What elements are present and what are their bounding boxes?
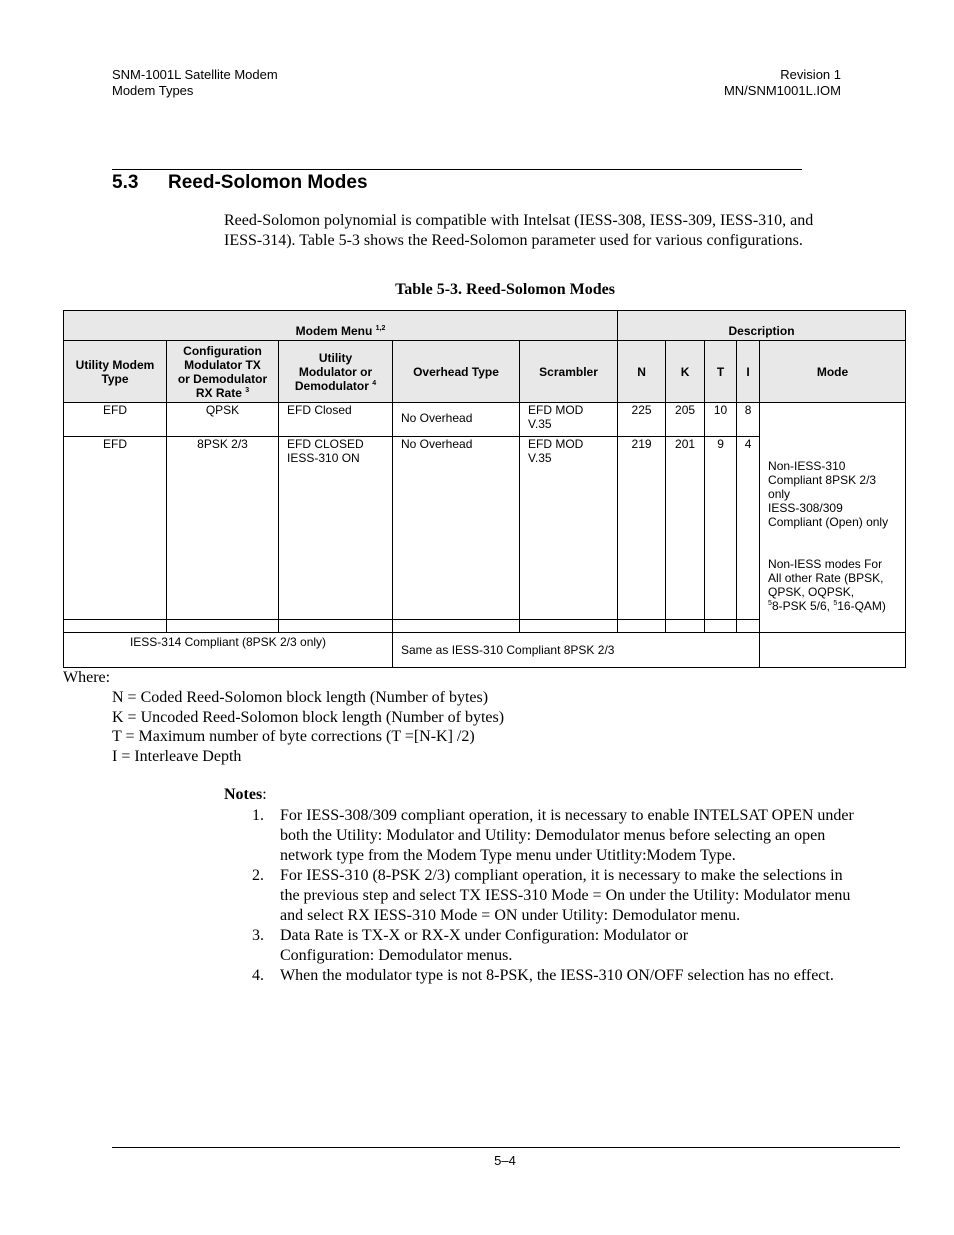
notes-heading-colon: : bbox=[262, 786, 267, 803]
definition-item: T = Maximum number of byte corrections (T =[N-K] /2) bbox=[112, 728, 475, 745]
mode-line: Non-IESS-310 bbox=[768, 459, 846, 473]
empty-cell bbox=[520, 620, 618, 633]
cell-iess314-value: Same as IESS-310 Compliant 8PSK 2/3 bbox=[393, 633, 760, 668]
cell-line: EFD MOD bbox=[528, 437, 584, 451]
header-text: Demodulator bbox=[294, 378, 369, 393]
empty-cell bbox=[705, 620, 737, 633]
cell-line: EFD MOD bbox=[528, 403, 584, 417]
cell-rate: QPSK bbox=[167, 403, 279, 437]
cell-t: 9 bbox=[705, 437, 737, 620]
section-title: Reed-Solomon Modes bbox=[168, 172, 368, 193]
header-line: Modulator TX bbox=[184, 357, 261, 372]
mode-line bbox=[768, 599, 905, 613]
cell-line: V.35 bbox=[528, 417, 552, 431]
col-header-overhead-type: Overhead Type bbox=[393, 341, 520, 403]
note-line: and select RX IESS-310 Mode = ON under Utility: Demodulator menu. bbox=[280, 907, 741, 924]
empty-cell bbox=[393, 620, 520, 633]
definition-item: I = Interleave Depth bbox=[112, 747, 242, 765]
cell-mode bbox=[760, 403, 906, 633]
mode-text: 8-PSK 5/6, bbox=[771, 599, 834, 613]
cell-n: 219 bbox=[618, 437, 666, 620]
page-number: 5–4 bbox=[494, 1153, 516, 1168]
where-label: Where: bbox=[63, 669, 111, 686]
mode-line: All other Rate (BPSK, bbox=[768, 571, 884, 585]
cell-line: IESS-310 ON bbox=[287, 451, 360, 465]
section-rule bbox=[112, 169, 802, 170]
empty-cell bbox=[760, 633, 906, 668]
table-row-iess314 bbox=[64, 633, 906, 668]
revision: Revision 1 bbox=[780, 67, 841, 82]
note-text bbox=[280, 926, 688, 966]
note-line: the previous step and select TX IESS-310 Mode = On under the Utility: Modulator menu bbox=[280, 887, 851, 904]
note-item bbox=[252, 966, 902, 986]
definition-item: N = Coded Reed-Solomon block length (Number of bytes) bbox=[112, 689, 489, 706]
mode-line: QPSK, OQPSK, bbox=[768, 585, 855, 599]
col-header-k: K bbox=[666, 341, 705, 403]
header-line bbox=[279, 379, 392, 393]
empty-cell bbox=[64, 620, 167, 633]
note-number: 4. bbox=[252, 967, 264, 984]
footnote-ref: 3 bbox=[245, 386, 250, 394]
mode-line: only bbox=[768, 487, 791, 501]
empty-cell bbox=[279, 620, 393, 633]
note-text bbox=[280, 866, 850, 926]
section-heading bbox=[112, 172, 368, 194]
cell-i: 8 bbox=[737, 403, 760, 437]
notes-list bbox=[252, 806, 902, 986]
group-label: Modem Menu bbox=[295, 323, 373, 338]
header-line: Utility bbox=[318, 350, 353, 365]
definition-item: K = Uncoded Reed-Solomon block length (Number of bytes) bbox=[112, 708, 505, 726]
note-text bbox=[280, 806, 854, 866]
section-number: 5.3 bbox=[112, 172, 139, 193]
footnote-ref: 5 bbox=[833, 600, 838, 607]
header-line bbox=[167, 386, 278, 400]
cell-utility-modem-type: EFD bbox=[64, 403, 167, 437]
mode-line: Compliant (Open) only bbox=[768, 515, 889, 529]
empty-cell bbox=[666, 620, 705, 633]
footnote-ref: 4 bbox=[372, 379, 377, 387]
col-header-n: N bbox=[618, 341, 666, 403]
note-item bbox=[252, 806, 902, 866]
cell-k: 205 bbox=[666, 403, 705, 437]
note-line: When the modulator type is not 8-PSK, the IESS-310 ON/OFF selection has no effect. bbox=[280, 967, 834, 984]
table-row bbox=[64, 403, 906, 437]
mode-spacer bbox=[768, 529, 905, 557]
notes-heading-text: Notes bbox=[224, 786, 263, 803]
col-header-configuration-rate bbox=[167, 341, 279, 403]
cell-utility: EFD Closed bbox=[279, 403, 393, 437]
intro-paragraph bbox=[224, 211, 864, 251]
mode-line: Compliant 8PSK 2/3 bbox=[768, 473, 877, 487]
cell-scrambler bbox=[520, 437, 618, 620]
group-header-modem-menu bbox=[64, 311, 618, 341]
definitions-list bbox=[112, 688, 504, 766]
doc-title: SNM-1001L Satellite Modem bbox=[112, 67, 278, 82]
cell-k: 201 bbox=[666, 437, 705, 620]
cell-line: EFD CLOSED bbox=[287, 437, 364, 451]
mode-text: 16-QAM) bbox=[837, 599, 886, 613]
cell-utility bbox=[279, 437, 393, 620]
cell-scrambler bbox=[520, 403, 618, 437]
note-line: For IESS-310 (8-PSK 2/3) compliant operation, it is necessary to make the selections in bbox=[280, 867, 843, 884]
table-caption: Table 5-3. Reed-Solomon Modes bbox=[395, 281, 615, 298]
note-line: both the Utility: Modulator and Utility: Demodulator menus before selecting an open bbox=[280, 827, 826, 844]
col-header-mode: Mode bbox=[760, 341, 906, 403]
header-text: RX Rate bbox=[195, 385, 242, 400]
empty-cell bbox=[737, 620, 760, 633]
note-line: Configuration: Demodulator menus. bbox=[280, 947, 513, 964]
doc-number: MN/SNM1001L.IOM bbox=[723, 83, 841, 98]
col-header-i: I bbox=[737, 341, 760, 403]
cell-line: V.35 bbox=[528, 451, 552, 465]
col-header-scrambler: Scrambler bbox=[520, 341, 618, 403]
note-number: 3. bbox=[252, 927, 264, 944]
reed-solomon-table bbox=[63, 310, 906, 668]
col-header-t: T bbox=[705, 341, 737, 403]
note-item bbox=[252, 926, 902, 966]
header-line: or Demodulator bbox=[177, 371, 268, 386]
cell-iess314-label: IESS-314 Compliant (8PSK 2/3 only) bbox=[64, 633, 393, 668]
intro-line: Reed-Solomon polynomial is compatible with Intelsat (IESS-308, IESS-309, IESS-310, and bbox=[224, 212, 814, 229]
intro-line: IESS-314). Table 5-3 shows the Reed-Solomon parameter used for various configurations. bbox=[224, 232, 803, 249]
header-line: Configuration bbox=[183, 343, 262, 358]
col-header-utility-modulator bbox=[279, 341, 393, 403]
footnote-ref: 5 bbox=[768, 600, 772, 607]
cell-t: 10 bbox=[705, 403, 737, 437]
mode-line: Non-IESS modes For bbox=[768, 557, 883, 571]
cell-i: 4 bbox=[737, 437, 760, 620]
cell-rate: 8PSK 2/3 bbox=[167, 437, 279, 620]
note-text bbox=[280, 966, 834, 986]
note-line: network type from the Modem Type menu under Utitlity:Modem Type. bbox=[280, 847, 736, 864]
mode-line: IESS-308/309 bbox=[768, 501, 843, 515]
group-label: Description bbox=[728, 323, 795, 338]
note-item bbox=[252, 866, 902, 926]
running-header-left bbox=[112, 67, 278, 99]
empty-cell bbox=[167, 620, 279, 633]
cell-overhead: No Overhead bbox=[393, 437, 520, 620]
cell-n: 225 bbox=[618, 403, 666, 437]
notes-heading bbox=[224, 786, 267, 804]
footer-rule bbox=[112, 1147, 900, 1148]
note-line: For IESS-308/309 compliant operation, it is necessary to enable INTELSAT OPEN under bbox=[280, 807, 854, 824]
group-header-description bbox=[618, 311, 906, 341]
running-header-right bbox=[724, 67, 841, 99]
empty-cell bbox=[618, 620, 666, 633]
note-number: 1. bbox=[252, 807, 264, 824]
col-header-utility-modem-type: Utility Modem Type bbox=[64, 341, 167, 403]
cell-overhead: No Overhead bbox=[393, 403, 520, 437]
footnote-ref: 1,2 bbox=[375, 324, 386, 332]
note-number: 2. bbox=[252, 867, 264, 884]
header-line: Modulator or bbox=[298, 364, 373, 379]
note-line: Data Rate is TX-X or RX-X under Configuration: Modulator or bbox=[280, 927, 689, 944]
chapter-title: Modem Types bbox=[112, 83, 194, 98]
cell-utility-modem-type: EFD bbox=[64, 437, 167, 620]
